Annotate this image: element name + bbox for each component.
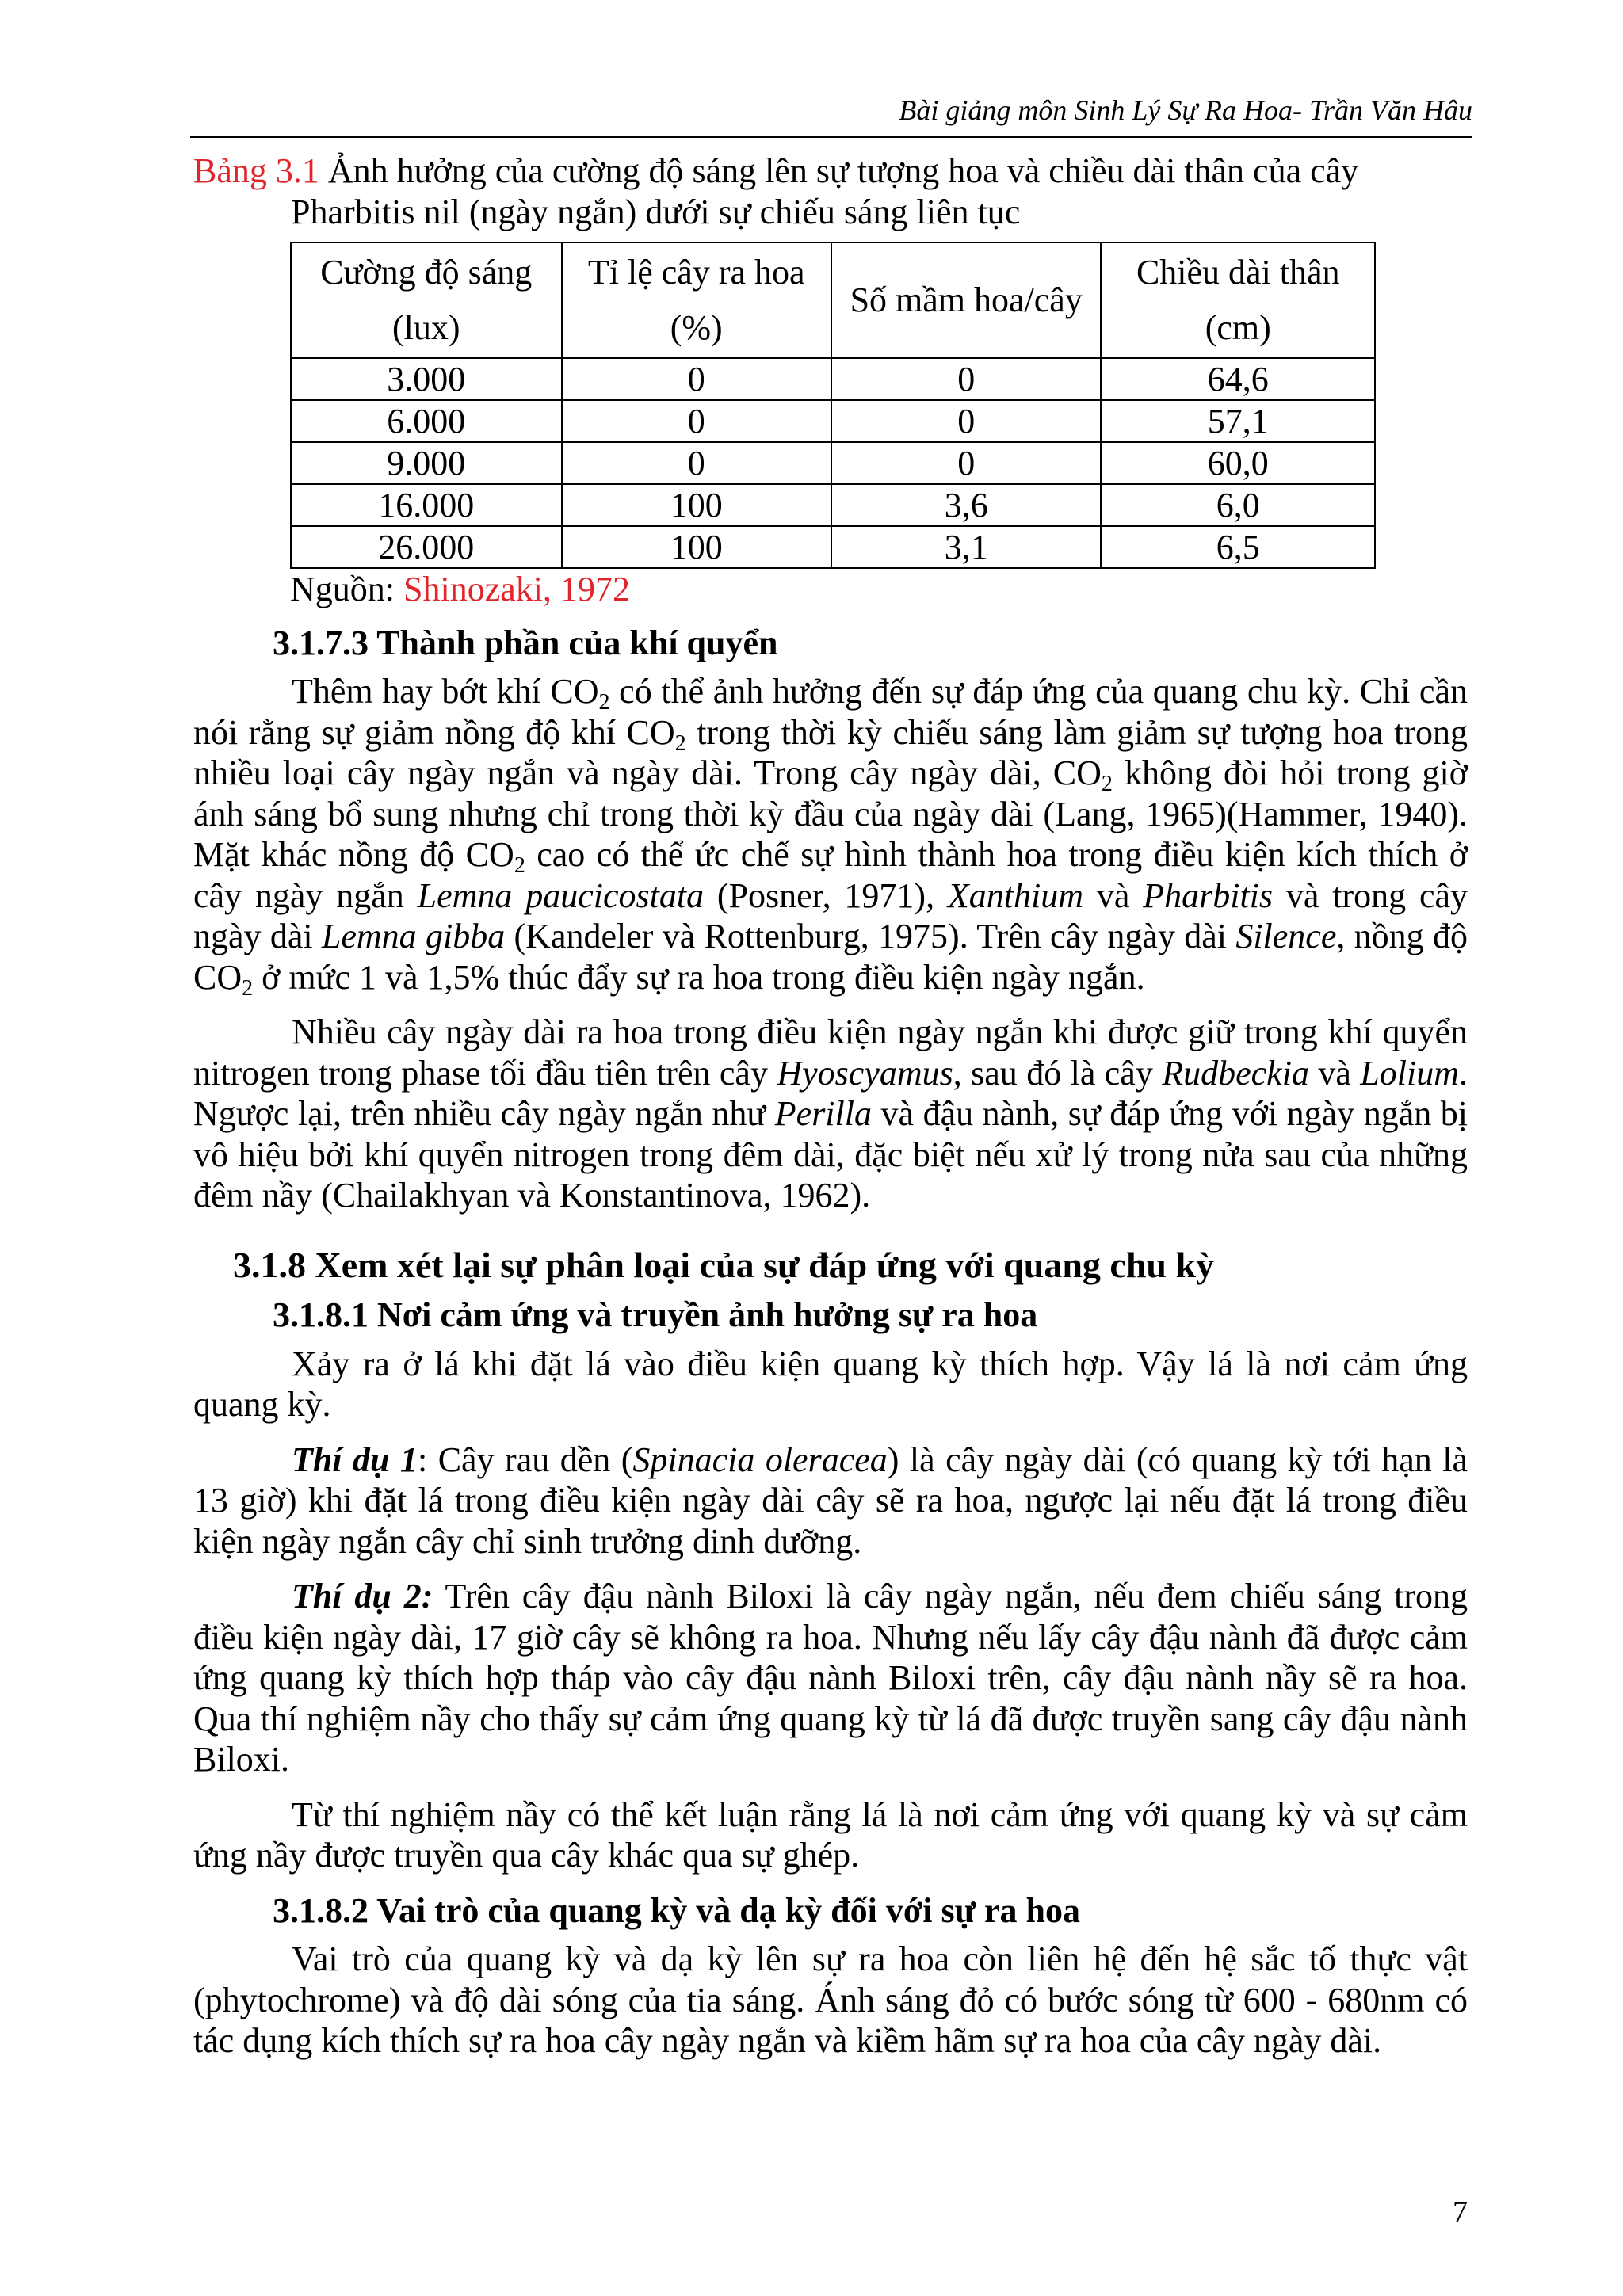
table-cell: 3,6	[831, 484, 1102, 526]
header-cell: Số mầm hoa/cây	[831, 242, 1102, 358]
table-row	[291, 442, 1375, 484]
source-reference: Shinozaki, 1972	[403, 570, 630, 608]
paragraph-example-2: Thí dụ 2: Trên cây đậu nành Biloxi là cây ngày ngắn, nếu đem chiếu sáng trong điều kiện ngày dài, 17 giờ cây sẽ không ra hoa. Nhưng nếu lấy cây đậu nành đã được cảm ứng quang kỳ thích hợp tháp vào cây đậu nành Biloxi trên, cây đậu nành nầy sẽ ra hoa. Qua thí nghiệm nầy cho thấy sự cảm ứng quang kỳ từ lá đã được truyền sang cây đậu nành Biloxi.	[193, 1577, 1468, 1779]
header-cell: Cường độ sáng (lux)	[291, 242, 562, 358]
table-cell: 100	[562, 526, 831, 568]
page-header: Bài giảng môn Sinh Lý Sự Ra Hoa- Trần Văn Hâu	[190, 93, 1472, 138]
section-heading-3-1-8-1: 3.1.8.1 Nơi cảm ứng và truyền ảnh hưởng sự ra hoa	[273, 1295, 1038, 1334]
table-cell: 9.000	[291, 442, 562, 484]
table-caption-line2	[193, 192, 1468, 233]
species-name: Pharbitis nil	[291, 192, 460, 231]
page-number: 7	[1453, 2195, 1468, 2229]
table-cell: 3.000	[291, 358, 562, 400]
table-cell: 0	[562, 400, 831, 442]
header-cell: Tỉ lệ cây ra hoa (%)	[562, 242, 831, 358]
table-cell: 6,0	[1101, 484, 1375, 526]
table-row	[291, 358, 1375, 400]
section-heading-3-1-7-3: 3.1.7.3 Thành phần của khí quyển	[273, 623, 778, 662]
table-header-row	[291, 242, 1375, 358]
table-cell: 6.000	[291, 400, 562, 442]
table-cell: 0	[831, 400, 1102, 442]
table-cell: 100	[562, 484, 831, 526]
table-cell: 0	[831, 358, 1102, 400]
table-row	[291, 526, 1375, 568]
table-cell: 0	[562, 442, 831, 484]
paragraph-example-1: Thí dụ 1: Cây rau dền (Spinacia oleracea) là cây ngày dài (có quang kỳ tới hạn là 13 giờ) khi đặt lá trong điều kiện ngày dài cây sẽ ra hoa, ngược lại nếu đặt lá trong điều kiện ngày ngắn cây chỉ sinh trưởng dinh dưỡng.	[193, 1440, 1468, 1561]
paragraph-nitrogen: Nhiều cây ngày dài ra hoa trong điều kiện ngày ngắn khi được giữ trong khí quyển nitrogen trong phase tối đầu tiên trên cây Hyoscyamus, sau đó là cây Rudbeckia và Lolium. Ngược lại, trên nhiều cây ngày ngắn như Perilla và đậu nành, sự đáp ứng với ngày ngắn bị vô hiệu bởi khí quyển nitrogen trong đêm dài, đặc biệt nếu xử lý trong nửa sau của những đêm nầy (Chailakhyan và Konstantinova, 1962).	[193, 1013, 1468, 1215]
table-source	[193, 569, 1468, 610]
page-content	[193, 151, 1468, 2061]
header-cell: Chiều dài thân (cm)	[1101, 242, 1375, 358]
table-row	[291, 400, 1375, 442]
table-cell: 3,1	[831, 526, 1102, 568]
paragraph-leaf-induction: Xảy ra ở lá khi đặt lá vào điều kiện quang kỳ thích hợp. Vậy lá là nơi cảm ứng quang kỳ.	[193, 1344, 1468, 1424]
section-heading-3-1-8-2: 3.1.8.2 Vai trò của quang kỳ và dạ kỳ đối với sự ra hoa	[273, 1890, 1080, 1930]
table-cell: 26.000	[291, 526, 562, 568]
table-cell: 0	[562, 358, 831, 400]
table-cell: 64,6	[1101, 358, 1375, 400]
table-caption-line1: Ảnh hưởng của cường độ sáng lên sự tượng hoa và chiều dài thân của cây	[319, 151, 1359, 190]
table-row	[291, 484, 1375, 526]
light-intensity-table	[290, 242, 1376, 569]
source-label: Nguồn:	[290, 570, 403, 608]
table-cell: 16.000	[291, 484, 562, 526]
table-cell: 0	[831, 442, 1102, 484]
section-heading-3-1-8: 3.1.8 Xem xét lại sự phân loại của sự đáp ứng với quang chu kỳ	[233, 1244, 1215, 1285]
table-cell: 57,1	[1101, 400, 1375, 442]
paragraph-conclusion: Từ thí nghiệm nầy có thể kết luận rằng lá là nơi cảm ứng với quang kỳ và sự cảm ứng nầy được truyền qua cây khác qua sự ghép.	[193, 1794, 1468, 1875]
table-cell: 60,0	[1101, 442, 1375, 484]
table-caption	[193, 151, 1468, 232]
table-cell: 6,5	[1101, 526, 1375, 568]
paragraph-co2: Thêm hay bớt khí $CO_2$ có thể ảnh hưởng đến sự đáp ứng của quang chu kỳ. Chỉ cần nói rằng sự giảm nồng độ khí $CO_2$ trong thời kỳ chiếu sáng làm giảm sự tượng hoa trong nhiều loại cây ngày ngắn và ngày dài. Trong cây ngày dài, $CO_2$ không đòi hỏi trong giờ ánh sáng bổ sung nhưng chỉ trong thời kỳ đầu của ngày dài (Lang, 1965)(Hammer, 1940). Mặt khác nồng độ $CO_2$ cao có thể ức chế sự hình thành hoa trong điều kiện kích thích ở cây ngày ngắn Lemna paucicostata (Posner, 1971), Xanthium và Pharbitis và trong cây ngày dài Lemna gibba (Kandeler và Rottenburg, 1975). Trên cây ngày dài Silence, nồng độ $CO_2$ ở mức 1 và 1,5% thúc đẩy sự ra hoa trong điều kiện ngày ngắn.	[193, 672, 1468, 1001]
table-label: Bảng 3.1	[193, 151, 319, 190]
paragraph-phytochrome: Vai trò của quang kỳ và dạ kỳ lên sự ra hoa còn liên hệ đến hệ sắc tố thực vật (phytochrome) và độ dài sóng của tia sáng. Ánh sáng đỏ có bước sóng từ 600 - 680nm có tác dụng kích thích sự ra hoa cây ngày ngắn và kiềm hãm sự ra hoa của cây ngày dài.	[193, 1939, 1468, 2060]
table-caption-line2-text: (ngày ngắn) dưới sự chiếu sáng liên tục	[460, 192, 1021, 231]
